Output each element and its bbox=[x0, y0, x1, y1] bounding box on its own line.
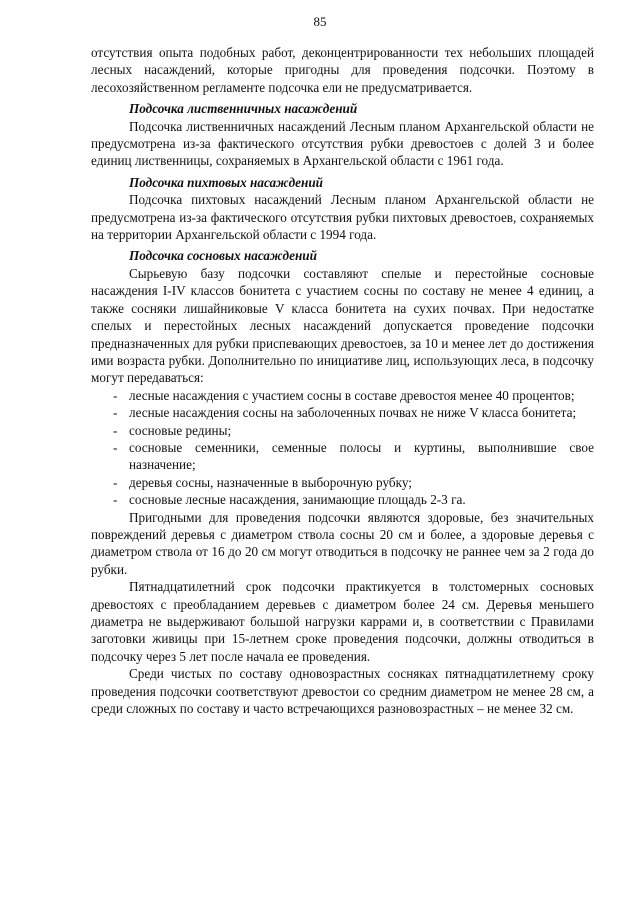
page-number: 85 bbox=[313, 14, 327, 29]
list-item: - деревья сосны, назначенные в выборочную рубку; bbox=[113, 474, 412, 490]
list-item-text: лесные насаждения с участием сосны в составе древостоя менее 40 процентов; bbox=[129, 387, 575, 403]
page-content bbox=[91, 44, 594, 717]
list-item: - сосновые редины; bbox=[113, 422, 232, 438]
paragraph-pine-diameter: Среди чистых по составу одновозрастных сосняках пятнадцатилетнему сроку проведения подсочки соответствуют древостои со средним диаметром не менее 28 см, а среди сложных по составу и часто встречающихся разновозрастных – не менее 32 см. bbox=[91, 666, 594, 717]
paragraph-fir: Подсочка пихтовых насаждений Лесным планом Архангельской области не предусмотрена из-за фактического отсутствия рубки пихтовых древостоев, сохраняемых на территории Архангельской области с 1994 года. bbox=[91, 192, 594, 243]
list-item-text: сосновые семенники, семенные полосы и куртины, выполнившие свое назначение; bbox=[129, 439, 594, 473]
paragraph-pine-suitable: Пригодными для проведения подсочки являются здоровые, без значительных повреждений деревья с диаметром ствола сосны 20 см и более, а здоровые деревья с диаметром ствола от 16 до 20 см могут отводиться в подсочку не раннее чем за 2 года до рубки. bbox=[91, 509, 594, 577]
list-item: - лесные насаждения с участием сосны в составе древостоя менее 40 процентов; bbox=[113, 387, 575, 403]
transfer-list bbox=[91, 387, 594, 509]
paragraph-intro: отсутствия опыта подобных работ, деконцентрированности тех небольших площадей лесных насаждений, которые пригодны для проведения подсочки. Поэтому в лесохозяйственном регламенте подсочка ели не предусматривается. bbox=[91, 45, 594, 95]
paragraph-pine-fifteen-year: Пятнадцатилетний срок подсочки практикуется в толстомерных сосновых древостоях с преобладанием деревьев с диаметром более 24 см. Деревья меньшего диаметра не выдерживают большой нагрузки каррами и, в соответствии с Правилами заготовки живицы при 15-летнем сроке проведения подсочки, должны отводиться в подсочку через 5 лет после начала ее проведения. bbox=[91, 579, 594, 664]
list-item: - сосновые лесные насаждения, занимающие площадь 2-3 га. bbox=[113, 492, 466, 508]
heading-pine: Подсочка сосновых насаждений bbox=[129, 248, 317, 264]
paragraph-larch: Подсочка лиственничных насаждений Лесным планом Архангельской области не предусмотрена из-за фактического отсутствия рубки древостоев с долей 3 и более единиц лиственницы, сохраняемых в Архангельской области с 1961 года. bbox=[91, 118, 594, 169]
list-item-text: деревья сосны, назначенные в выборочную рубку; bbox=[129, 474, 412, 490]
paragraph-pine-raw-base: Сырьевую базу подсочки составляют спелые и перестойные сосновые насаждения I-IV классов бонитета с участием сосны по составу не менее 4 единиц, а также сосняки лишайниковые V класса бонитета на сухих почвах. При недостатке спелых и перестойных лесных насаждений допускается проведение подсочки предназначенных для рубки приспевающих древостоев, за 10 и менее лет до достижения ими возраста рубки. Дополнительно по инициативе лиц, использующих леса, в подсочку могут передаваться: bbox=[91, 265, 594, 386]
list-item-text: сосновые лесные насаждения, занимающие площадь 2-3 га. bbox=[129, 492, 466, 508]
heading-larch: Подсочка лиственничных насаждений bbox=[129, 101, 358, 117]
list-item-text: сосновые редины; bbox=[129, 422, 232, 438]
list-item: - сосновые семенники, семенные полосы и куртины, выполнившие свое назначение; bbox=[113, 439, 594, 473]
list-item-text: лесные насаждения сосны на заболоченных почвах не ниже V класса бонитета; bbox=[129, 405, 577, 421]
heading-fir: Подсочка пихтовых насаждений bbox=[129, 174, 323, 190]
list-item: - лесные насаждения сосны на заболоченных почвах не ниже V класса бонитета; bbox=[113, 405, 577, 421]
